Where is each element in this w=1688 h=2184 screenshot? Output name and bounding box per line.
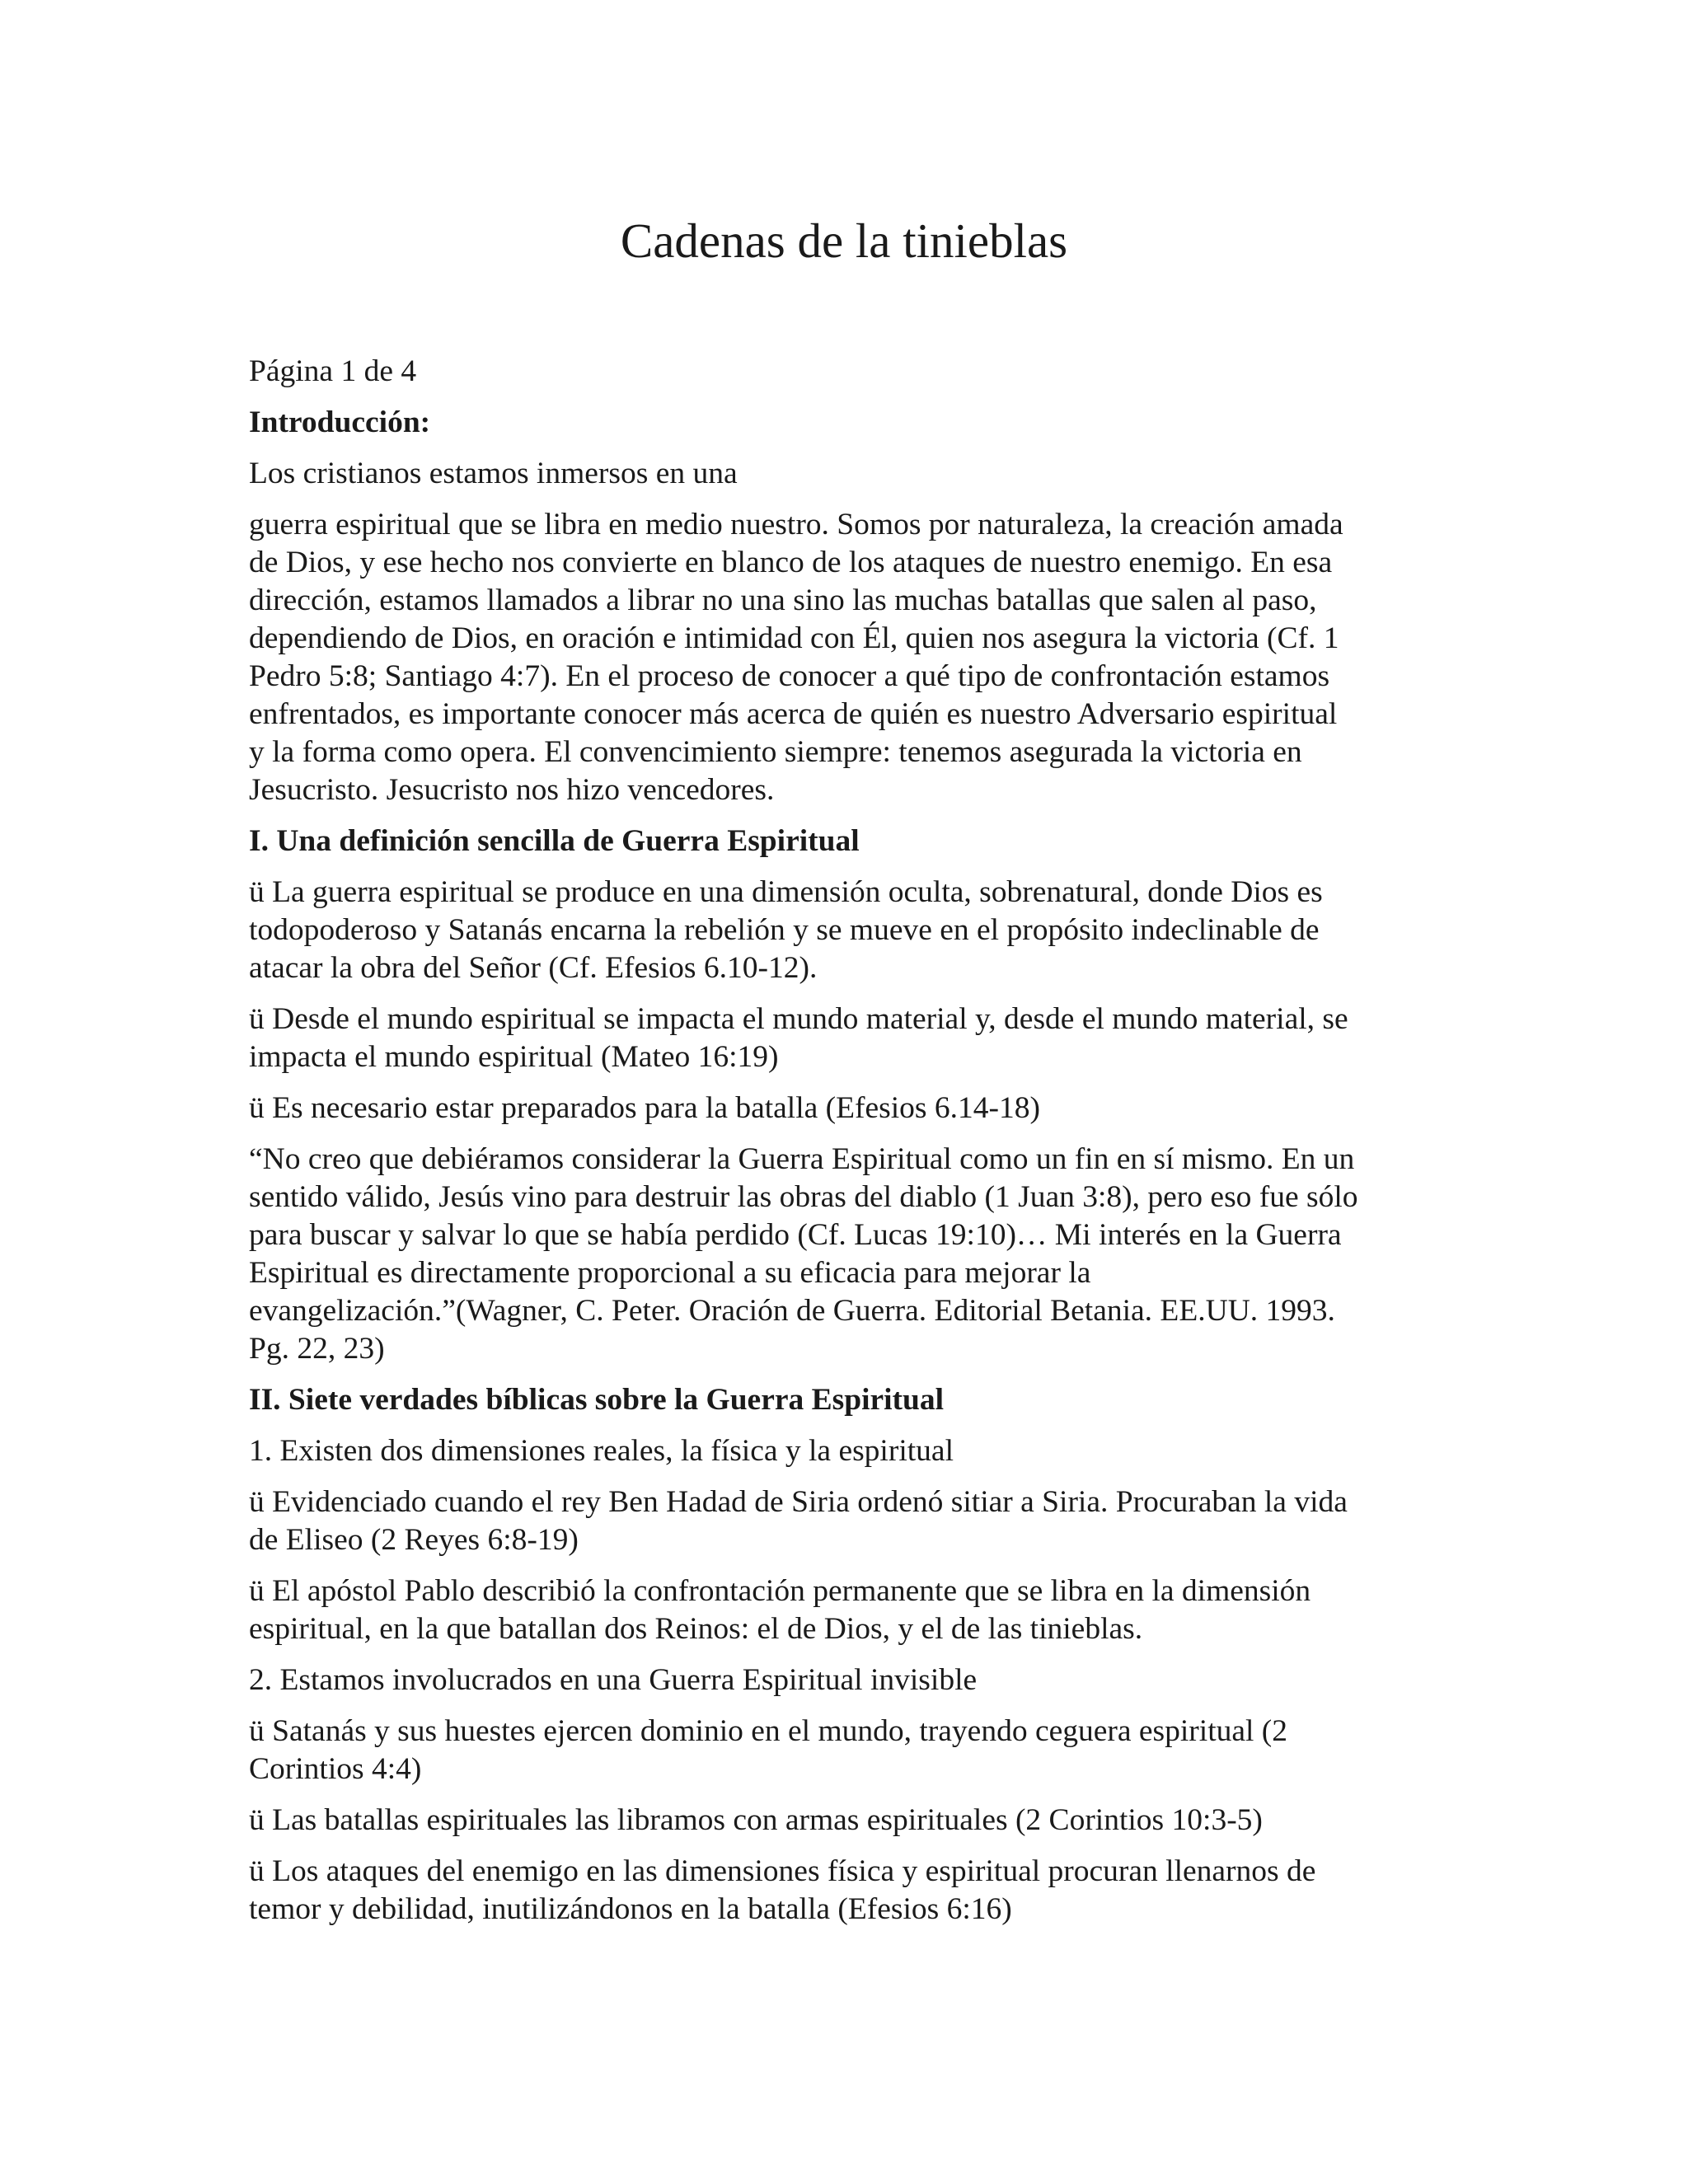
bullet-line: espiritual, en la que batallan dos Reinos: el de Dios, y el de las tinieblas. [249,1612,1143,1646]
bullet-line: impacta el mundo espiritual (Mateo 16:19) [249,1040,779,1074]
document-body [249,353,1452,1929]
bullet-line: atacar la obra del Señor (Cf. Efesios 6.10-12). [249,951,818,985]
page-indicator: Página 1 de 4 [249,354,417,388]
bullet-paragraph [249,1001,1452,1076]
bullet-paragraph [249,1572,1452,1648]
bullet-line: ü Los ataques del enemigo en las dimensiones física y espiritual procuran llenarnos de [249,1854,1316,1888]
bullet-line: ü Evidenciado cuando el rey Ben Hadad de Siria ordenó sitiar a Siria. Procuraban la vida [249,1485,1348,1519]
intro-heading: Introducción: [249,405,431,439]
bullet-line: Corintios 4:4) [249,1752,422,1786]
quote-line: “No creo que debiéramos considerar la Guerra Espiritual como un fin en sí mismo. En un [249,1142,1355,1176]
quote-line: para buscar y salvar lo que se había perdido (Cf. Lucas 19:10)… Mi interés en la Guerra [249,1218,1342,1252]
bullet-paragraph [249,1853,1452,1929]
bullet-paragraph [249,1713,1452,1788]
bullet-line: temor y debilidad, inutilizándonos en la batalla (Efesios 6:16) [249,1892,1012,1926]
quote-line: Espiritual es directamente proporcional a su eficacia para mejorar la [249,1256,1091,1290]
intro-line: Pedro 5:8; Santiago 4:7). En el proceso de conocer a qué tipo de confrontación estamos [249,659,1330,693]
section-heading: I. Una definición sencilla de Guerra Espiritual [249,824,860,858]
bullet-line: de Eliseo (2 Reyes 6:8-19) [249,1523,579,1557]
bullet-line: ü El apóstol Pablo describió la confrontación permanente que se libra en la dimensión [249,1574,1311,1608]
bullet-line: ü Las batallas espirituales las libramos con armas espirituales (2 Corintios 10:3-5) [249,1803,1263,1837]
intro-line: y la forma como opera. El convencimiento siempre: tenemos asegurada la victoria en [249,735,1302,769]
document-title: Cadenas de la tinieblas [620,213,1068,268]
intro-line: de Dios, y ese hecho nos convierte en blanco de los ataques de nuestro enemigo. En esa [249,546,1333,579]
bullet-paragraph [249,1483,1452,1559]
intro-line: dirección, estamos llamados a librar no una sino las muchas batallas que salen al paso, [249,583,1317,617]
quote-line: sentido válido, Jesús vino para destruir las obras del diablo (1 Juan 3:8), pero eso fue sólo [249,1180,1358,1214]
intro-line: Jesucristo. Jesucristo nos hizo vencedores. [249,773,775,807]
intro-lead: Los cristianos estamos inmersos en una [249,457,738,490]
section-heading: II. Siete verdades bíblicas sobre la Guerra Espiritual [249,1383,945,1417]
bullet-line: ü Satanás y sus huestes ejercen dominio en el mundo, trayendo ceguera espiritual (2 [249,1714,1288,1748]
intro-line: guerra espiritual que se libra en medio nuestro. Somos por naturaleza, la creación amada [249,508,1343,541]
numbered-item: 1. Existen dos dimensiones reales, la física y la espiritual [249,1434,954,1468]
quote-line: evangelización.”(Wagner, C. Peter. Oración de Guerra. Editorial Betania. EE.UU. 1993. [249,1294,1335,1328]
bullet-line: ü Es necesario estar preparados para la batalla (Efesios 6.14-18) [249,1091,1041,1125]
bullet-line: ü Desde el mundo espiritual se impacta el mundo material y, desde el mundo material, se [249,1002,1348,1036]
intro-line: enfrentados, es importante conocer más acerca de quién es nuestro Adversario espiritual [249,697,1338,731]
bullet-line: ü La guerra espiritual se produce en una dimensión oculta, sobrenatural, donde Dios es [249,875,1323,909]
numbered-item: 2. Estamos involucrados en una Guerra Espiritual invisible [249,1663,978,1697]
intro-line: dependiendo de Dios, en oración e intimidad con Él, quien nos asegura la victoria (Cf. 1 [249,621,1339,655]
intro-paragraph [249,506,1452,809]
bullet-paragraph [249,874,1452,987]
bullet-line: todopoderoso y Satanás encarna la rebelión y se mueve en el propósito indeclinable de [249,913,1320,947]
quote-line: Pg. 22, 23) [249,1332,385,1366]
quote-paragraph [249,1141,1452,1368]
